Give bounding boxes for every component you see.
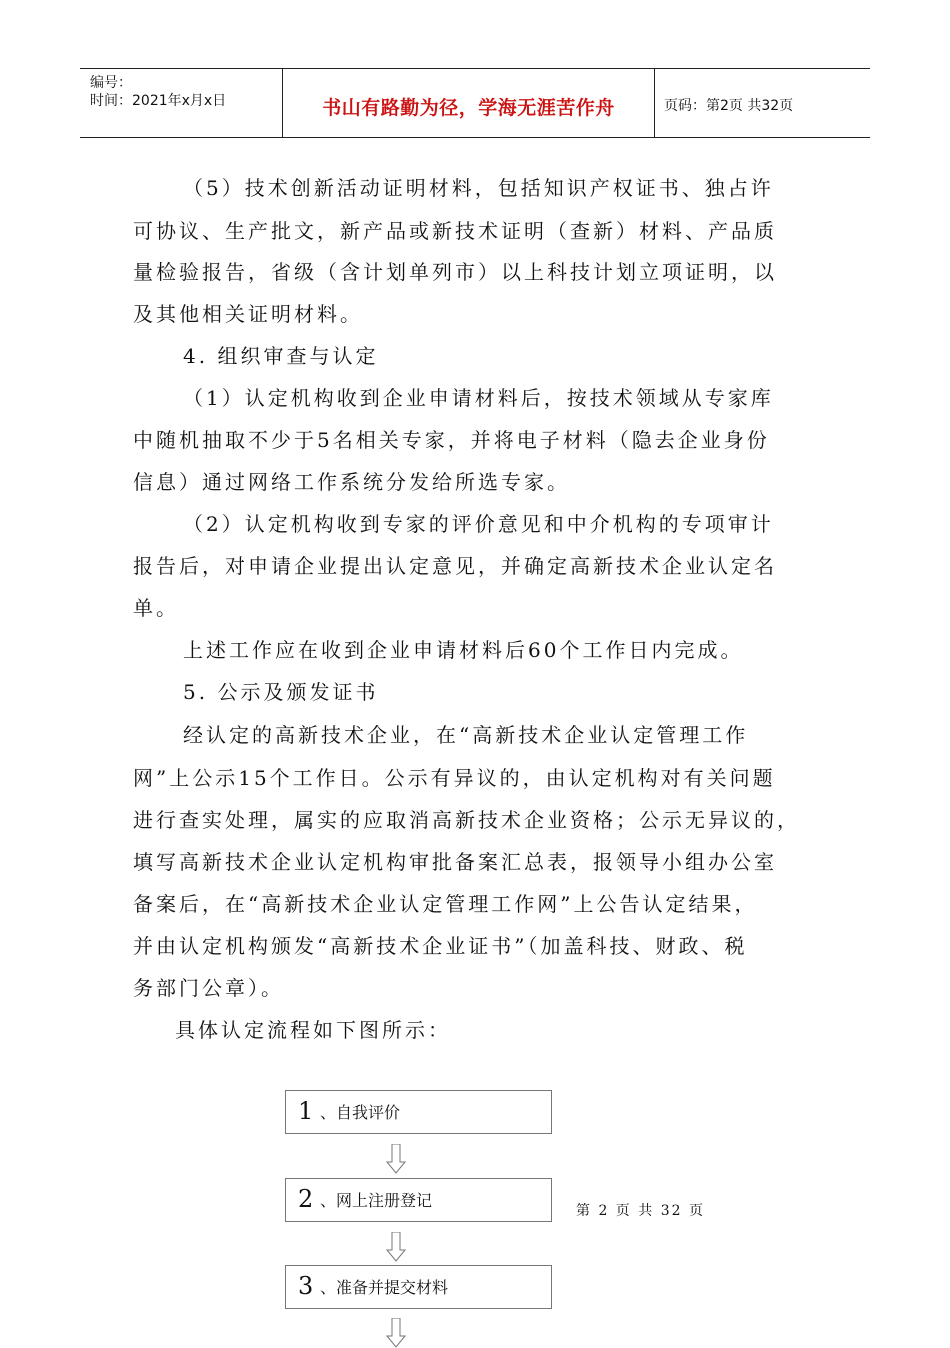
down-arrow-icon <box>386 1232 406 1262</box>
text-line: 网”上公示15个工作日。公示有异议的，由认定机构对有关问题 <box>133 766 776 790</box>
text-line: 可协议、生产批文，新产品或新技术证明（查新）材料、产品质 <box>133 219 777 243</box>
text-line: 并由认定机构颁发“高新技术企业证书”（加盖科技、财政、税 <box>133 934 748 958</box>
section-heading: 4. 组织审查与认定 <box>183 344 379 368</box>
text-line: 务部门公章）。 <box>133 976 284 1000</box>
flow-step-label: 、自我评价 <box>320 1103 401 1122</box>
page-info: 页码：第2页 共32页 <box>664 98 794 114</box>
text-line: （2）认定机构收到专家的评价意见和中介机构的专项审计 <box>183 512 774 536</box>
header-motto-cell <box>283 69 655 137</box>
motto-text: 书山有路勤为径，学海无涯苦作舟 <box>322 97 615 119</box>
text-line: 上述工作应在收到企业申请材料后60个工作日内完成。 <box>183 638 744 662</box>
serial-label: 编号： <box>90 75 132 91</box>
flow-step-box <box>285 1265 552 1309</box>
text-line: 填写高新技术企业认定机构审批备案汇总表，报领导小组办公室 <box>133 850 777 874</box>
text-line: 单。 <box>133 596 179 620</box>
text-line: 报告后，对申请企业提出认定意见，并确定高新技术企业认定名 <box>133 554 777 578</box>
text-line: 中随机抽取不少于5名相关专家，并将电子材料（隐去企业身份 <box>133 428 770 452</box>
text-line: 具体认定流程如下图所示： <box>175 1018 451 1042</box>
flow-step-label: 、准备并提交材料 <box>320 1278 449 1297</box>
down-arrow-icon <box>386 1144 406 1174</box>
text-line: （1）认定机构收到企业申请材料后，按技术领域从专家库 <box>183 386 774 410</box>
flow-step-box <box>285 1178 552 1222</box>
text-line: 备案后，在“高新技术企业认定管理工作网”上公告认定结果， <box>133 892 758 916</box>
flow-step-label: 、网上注册登记 <box>320 1191 433 1210</box>
text-line: 及其他相关证明材料。 <box>133 302 363 326</box>
flow-step-number: 1 <box>298 1097 314 1125</box>
section-heading: 5. 公示及颁发证书 <box>183 680 379 704</box>
text-line: 进行查实处理，属实的应取消高新技术企业资格；公示无异议的， <box>133 808 800 832</box>
text-line: 量检验报告，省级（含计划单列市）以上科技计划立项证明，以 <box>133 260 777 284</box>
header-table <box>80 68 870 138</box>
flow-step-number: 2 <box>298 1185 314 1213</box>
flow-step-box <box>285 1090 552 1134</box>
flow-step-number: 3 <box>298 1272 314 1300</box>
text-line: 经认定的高新技术企业，在“高新技术企业认定管理工作 <box>183 723 749 747</box>
text-line: 信息）通过网络工作系统分发给所选专家。 <box>133 470 570 494</box>
header-meta-cell <box>80 69 283 137</box>
header-page-cell <box>656 69 870 137</box>
time-label: 时间：2021年x月x日 <box>90 93 227 109</box>
text-line: （5）技术创新活动证明材料，包括知识产权证书、独占许 <box>183 176 774 200</box>
footer-page-number: 第 2 页 共 32 页 <box>576 1203 705 1219</box>
